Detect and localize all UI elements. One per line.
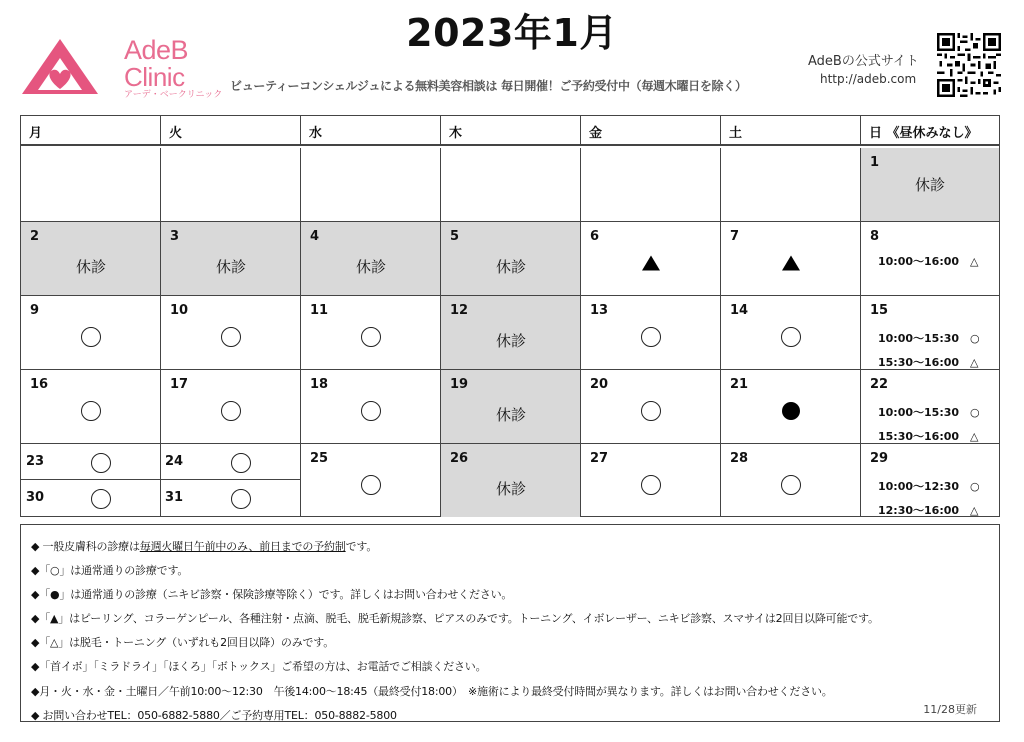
day-cell-11[interactable] — [301, 296, 441, 369]
day-cell-empty — [721, 148, 861, 221]
day-cell-empty — [581, 148, 721, 221]
day-number: 8 — [870, 229, 880, 244]
circle-outline-icon — [91, 489, 111, 509]
day-number: 7 — [730, 229, 740, 244]
logo-text-clinic: Clinic — [124, 62, 185, 92]
official-site-url[interactable]: http://adeb.com — [820, 72, 917, 86]
closed-label: 休診 — [495, 406, 527, 424]
day-cell-5[interactable] — [441, 222, 581, 295]
page-subtitle: ビューティーコンシェルジュによる無料美容相談は 毎日開催！ご予約受付中（毎週木曜日を除く） — [230, 79, 747, 93]
note-consultation: ◆「首イボ」「ミラドライ」「ほくろ」「ボトックス」ご希望の方は、お電話でご相談ください。 — [31, 660, 487, 674]
day-cell-25[interactable] — [301, 444, 441, 517]
day-number: 5 — [450, 229, 460, 244]
circle-outline-icon — [231, 489, 251, 509]
circle-outline-icon — [81, 327, 101, 347]
note-hours: ◆月・火・水・金・土曜日／午前10:00～12:30 午後14:00～18:45（最終受付18:00） ※施術により最終受付時間が異なります。詳しくはお問い合わせください。 — [31, 684, 833, 698]
closed-label: 休診 — [495, 258, 527, 276]
day-number: 22 — [870, 377, 889, 392]
note-underlined-text: 毎週火曜日午前中のみ、前日までの予約制 — [139, 540, 346, 553]
note-circle-legend: ◆「○」は通常通りの診療です。 — [31, 564, 189, 578]
circle-outline-icon — [361, 401, 381, 421]
circle-outline-icon — [81, 401, 101, 421]
day-number: 31 — [165, 490, 184, 505]
day-number: 28 — [730, 451, 749, 466]
day-cell-31[interactable] — [161, 480, 300, 517]
day-number: 4 — [310, 229, 320, 244]
day-number: 21 — [730, 377, 749, 392]
calendar-week-3 — [21, 296, 999, 370]
header-friday: 金 — [581, 116, 721, 144]
calendar-week-1 — [21, 148, 999, 222]
day-cell-8[interactable] — [861, 222, 999, 295]
time-slot: 15:30～16:00 △ — [878, 430, 979, 443]
day-cell-23[interactable] — [21, 444, 160, 480]
day-cell-9[interactable] — [21, 296, 161, 369]
notes-box — [20, 524, 1000, 722]
note-triangle-legend: ◆「△」は脱毛・トーニング（いずれも2回目以降）のみです。 — [31, 636, 335, 650]
updated-date: 11/28更新 — [923, 703, 977, 716]
page-title: 2023年1月 — [406, 11, 618, 55]
day-number: 25 — [310, 451, 329, 466]
day-cell-10[interactable] — [161, 296, 301, 369]
day-cell-26[interactable] — [441, 444, 581, 517]
circle-outline-icon — [641, 327, 661, 347]
day-cell-empty — [21, 148, 161, 221]
day-cell-18[interactable] — [301, 370, 441, 443]
closed-label: 休診 — [75, 258, 107, 276]
closed-label: 休診 — [495, 332, 527, 350]
day-number: 23 — [26, 454, 45, 469]
day-number: 20 — [590, 377, 609, 392]
circle-outline-icon — [361, 475, 381, 495]
header-wednesday: 水 — [301, 116, 441, 144]
day-number: 12 — [450, 303, 469, 318]
calendar-week-4 — [21, 370, 999, 444]
circle-outline-icon — [361, 327, 381, 347]
qr-code-icon[interactable] — [937, 33, 1001, 97]
logo-text-kana: アーデ・ベークリニック — [124, 90, 223, 100]
day-cell-24-31 — [161, 444, 301, 517]
time-slot: 10:00～15:30 ○ — [878, 406, 980, 419]
day-cell-17[interactable] — [161, 370, 301, 443]
note-text: です。 — [345, 540, 378, 553]
closed-label: 休診 — [355, 258, 387, 276]
day-cell-15[interactable] — [861, 296, 999, 369]
official-site-label: AdeBの公式サイト — [808, 54, 919, 69]
day-number: 29 — [870, 451, 889, 466]
day-cell-30[interactable] — [21, 480, 160, 517]
circle-outline-icon — [641, 475, 661, 495]
closed-label: 休診 — [914, 176, 946, 194]
day-cell-3[interactable] — [161, 222, 301, 295]
closed-label: 休診 — [495, 480, 527, 498]
time-slot: 15:30～16:00 △ — [878, 356, 979, 369]
day-cell-16[interactable] — [21, 370, 161, 443]
day-number: 14 — [730, 303, 749, 318]
closed-label: 休診 — [215, 258, 247, 276]
header-sunday: 日 《昼休みなし》 — [869, 126, 978, 141]
day-cell-23-30 — [21, 444, 161, 517]
calendar-week-2 — [21, 222, 999, 296]
header-thursday: 木 — [441, 116, 581, 144]
triangle-filled-icon — [782, 256, 800, 271]
day-number: 18 — [310, 377, 329, 392]
note-text: ◆ 一般皮膚科の診療は — [31, 540, 140, 553]
day-number: 30 — [26, 490, 45, 505]
day-number: 19 — [450, 377, 469, 392]
day-number: 16 — [30, 377, 49, 392]
day-cell-24[interactable] — [161, 444, 300, 480]
logo-text-adeb: AdeB — [124, 35, 189, 65]
day-number: 1 — [870, 155, 880, 170]
circle-outline-icon — [641, 401, 661, 421]
day-cell-empty — [441, 148, 581, 221]
day-number: 10 — [170, 303, 189, 318]
triangle-filled-icon — [642, 256, 660, 271]
time-slot: 10:00～15:30 ○ — [878, 332, 980, 345]
day-cell-28[interactable] — [721, 444, 861, 517]
day-cell-14[interactable] — [721, 296, 861, 369]
day-number: 13 — [590, 303, 609, 318]
header-monday: 月 — [21, 116, 161, 144]
day-number: 24 — [165, 454, 184, 469]
day-cell-20[interactable] — [581, 370, 721, 443]
day-cell-7[interactable] — [721, 222, 861, 295]
day-cell-21[interactable] — [721, 370, 861, 443]
circle-outline-icon — [231, 453, 251, 473]
calendar-header-row — [21, 116, 999, 146]
day-cell-empty — [161, 148, 301, 221]
day-number: 3 — [170, 229, 180, 244]
header-tuesday: 火 — [161, 116, 301, 144]
day-cell-4[interactable] — [301, 222, 441, 295]
day-cell-6[interactable] — [581, 222, 721, 295]
calendar-table — [20, 115, 1000, 517]
note-filled-circle-legend: ◆「●」は通常通りの診療（ニキビ診察・保険診療等除く）です。詳しくはお問い合わせください。 — [31, 588, 513, 602]
day-number: 6 — [590, 229, 600, 244]
day-number: 15 — [870, 303, 889, 318]
note-dermatology — [31, 535, 999, 559]
note-contact: ◆ お問い合わせTEL：050-6882-5880／ご予約専用TEL：050-8882-5800 — [31, 708, 397, 722]
time-slot: 10:00～12:30 ○ — [878, 480, 980, 493]
day-cell-19[interactable] — [441, 370, 581, 443]
day-cell-12[interactable] — [441, 296, 581, 369]
day-cell-27[interactable] — [581, 444, 721, 517]
day-number: 9 — [30, 303, 40, 318]
day-cell-13[interactable] — [581, 296, 721, 369]
day-number: 2 — [30, 229, 40, 244]
day-number: 17 — [170, 377, 189, 392]
day-number: 11 — [310, 303, 329, 318]
note-filled-triangle-legend: ◆「▲」はピーリング、コラーゲンピール、各種注射・点滴、脱毛、脱毛新規診察、ピアスのみです。トーニング、イボレーザー、ニキビ診察、スマサイは2回目以降可能です。 — [31, 612, 879, 626]
day-cell-29[interactable] — [861, 444, 999, 517]
circle-outline-icon — [221, 327, 241, 347]
day-number: 26 — [450, 451, 469, 466]
day-number: 27 — [590, 451, 609, 466]
header-saturday: 土 — [721, 116, 861, 144]
day-cell-2[interactable] — [21, 222, 161, 295]
time-slot: 10:00～16:00 △ — [878, 255, 979, 268]
circle-outline-icon — [781, 327, 801, 347]
day-cell-empty — [301, 148, 441, 221]
circle-filled-icon — [782, 402, 800, 420]
circle-outline-icon — [91, 453, 111, 473]
day-cell-22[interactable] — [861, 370, 999, 443]
day-cell-1[interactable] — [861, 148, 999, 221]
circle-outline-icon — [781, 475, 801, 495]
circle-outline-icon — [221, 401, 241, 421]
calendar-week-5 — [21, 444, 999, 517]
time-slot: 12:30～16:00 △ — [878, 504, 979, 517]
